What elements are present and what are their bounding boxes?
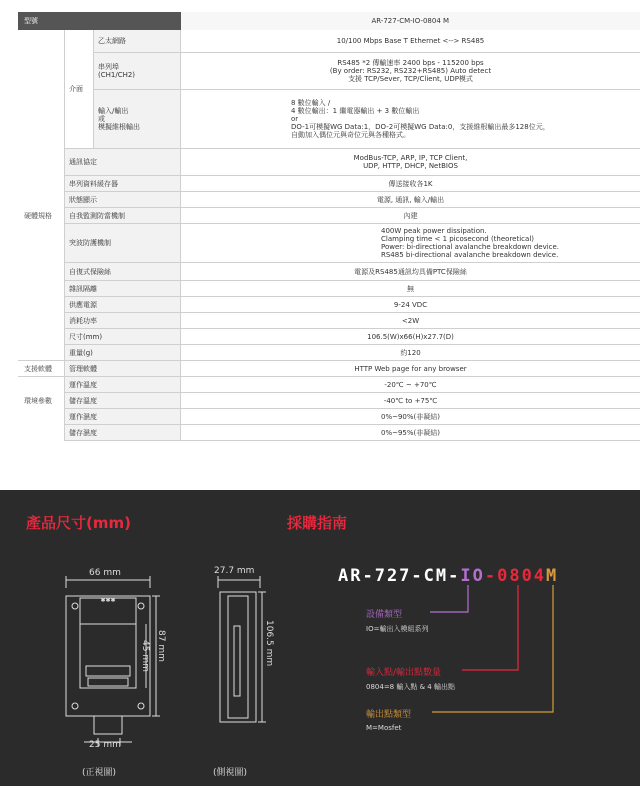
model-header-label: 型號 [18,12,181,30]
surge-v3: Power: bi-directional avalanche breakdown device. [381,243,560,251]
watchdog-label: 自我監測防當機制 [65,208,181,224]
device-type-title: 設備類型 [366,610,403,620]
status-value: 電源, 通訊, 輸入/輸出 [181,192,640,208]
storage-temp-value: -40℃ to +75℃ [181,393,640,409]
output-type-desc: M=Mosfet [366,724,402,732]
model-dash: - [484,566,498,586]
watchdog-value: 內建 [181,208,640,224]
isolation-label: 雜訊隔離 [65,281,181,297]
io-count-title: 輸入點/輸出點數量 [366,668,442,678]
io-v5: 自動加入偶位元與奇位元與各種格式。 [291,131,410,139]
consumption-value: <2W [181,313,640,329]
fuse-label: 自復式保險絲 [65,263,181,281]
management-value: HTTP Web page for any browser [181,361,640,377]
io-label-3: 模擬維根輸出 [98,123,140,131]
model-m: M [546,566,559,586]
dimensions-title: 產品尺寸(mm) [26,514,131,532]
model-prefix: AR-727-CM- [338,566,461,586]
storage-humidity-value: 0%~95%(非凝結) [181,425,640,441]
serial-v3: 支援 TCP/Sever, TCP/Client, UDP模式 [348,75,473,83]
dim-height-45: 45 mm [140,640,150,672]
device-type-desc: IO=輸出入模組系列 [366,625,429,633]
serial-label-1: 串列埠 [98,63,119,71]
serial-label-2: (CH1/CH2) [98,71,136,79]
buffer-label: 串列資料緩存器 [65,176,181,192]
io-v4: DO-1可模擬WG Data:1，DO-2可模擬WG Data:0，支援維根輸出最多128位元， [291,123,550,131]
power-label: 供應電源 [65,297,181,313]
category-environment: 環境參數 [24,396,52,405]
dim-width-25: 25 mm [89,740,121,750]
power-value: 9-24 VDC [181,297,640,313]
svg-text:✱✱✱: ✱✱✱ [100,597,116,604]
serial-v2: (By order: RS232, RS232+RS485) Auto detect [329,67,492,75]
proto-v2: UDP, HTTP, DHCP, NetBIOS [363,162,458,170]
category-software: 支援軟體 [18,361,65,377]
status-label: 狀態顯示 [65,192,181,208]
storage-temp-label: 儲存溫度 [65,393,181,409]
ethernet-value: 10/100 Mbps Base T Ethernet <--> RS485 [181,30,640,53]
dim-height-87: 87 mm [156,630,166,662]
io-label-2: 或 [98,115,105,123]
weight-label: 重量(g) [65,345,181,361]
dim-depth-27: 27.7 mm [214,566,255,576]
io-label-1: 輸入/輸出 [98,107,129,115]
front-view-caption: (正視圖) [82,768,117,778]
ethernet-label: 乙太網路 [94,30,181,53]
op-temp-label: 運作溫度 [65,377,181,393]
interface-label: 介面 [65,30,94,149]
proto-v1: ModBus-TCP, ARP, IP, TCP Client, [353,154,468,162]
model-io: IO [460,566,485,586]
serial-v1: RS485 *2 傳輸速率 2400 bps - 115200 bps [337,59,484,67]
io-v1: 8 數位輸入 / [291,99,331,107]
dim-width-66: 66 mm [89,568,121,578]
size-label: 尺寸(mm) [65,329,181,345]
isolation-value: 無 [181,281,640,297]
storage-humidity-label: 儲存濕度 [65,425,181,441]
io-count-desc: 0804=8 輸入點 & 4 輸出點 [366,683,455,691]
side-view-caption: (側視圖) [213,768,248,778]
surge-v2: Clamping time < 1 picosecond (theoretical) [381,235,534,243]
management-label: 管理軟體 [65,361,181,377]
model-num: 0804 [497,566,547,586]
surge-v4: RS485 bi-directional avalanche breakdown device. [381,251,559,259]
surge-label: 突波防護機制 [65,224,181,263]
io-v3: or [291,115,299,123]
consumption-label: 消耗功率 [65,313,181,329]
size-value: 106.5(W)x66(H)x27.7(D) [181,329,640,345]
fuse-value: 電源及RS485通訊均具備PTC保險絲 [181,263,640,281]
surge-v1: 400W peak power dissipation. [381,227,487,235]
buffer-value: 傳送接收各1K [181,176,640,192]
op-humidity-label: 運作濕度 [65,409,181,425]
weight-value: 約120 [181,345,640,361]
op-temp-value: -20℃ ~ +70℃ [181,377,640,393]
category-hardware: 硬體規格 [24,211,52,220]
dim-height-106: 106.5 mm [264,620,274,667]
model-header-value: AR-727-CM-IO-0804 M [181,12,640,30]
op-humidity-value: 0%~90%(非凝結) [181,409,640,425]
protocol-label: 通訊協定 [65,149,181,176]
output-type-title: 輸出點類型 [366,710,412,720]
ordering-title: 採購指南 [287,514,348,532]
io-v2: 4 數位輸出：1 繼電器輸出 + 3 數位輸出 [291,107,420,115]
